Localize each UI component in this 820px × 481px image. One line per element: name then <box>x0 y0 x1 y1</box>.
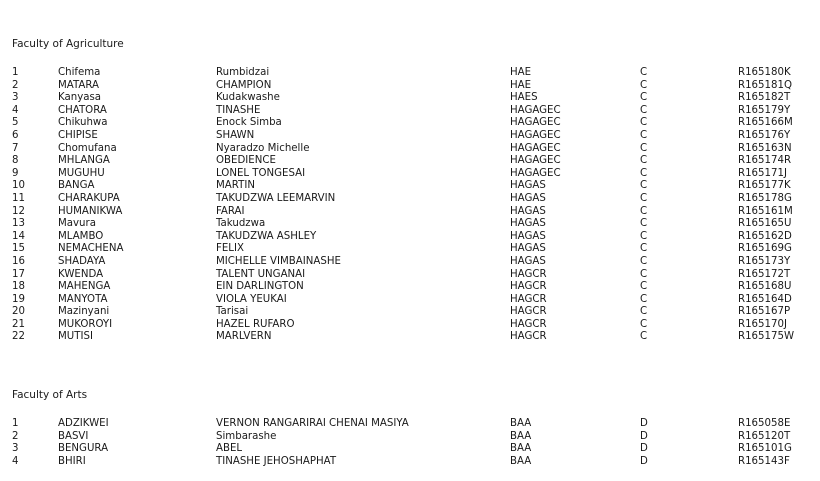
group-code: D <box>640 443 648 455</box>
surname: ADZIKWEI <box>58 418 109 429</box>
student-row <box>0 456 820 469</box>
first-names: Takudzwa <box>216 218 266 230</box>
group-code: C <box>640 281 648 293</box>
programme-code: HAGCR <box>510 306 547 318</box>
reg-number: R165182T <box>738 92 791 104</box>
row-number: 22 <box>12 331 25 343</box>
group-code: C <box>640 155 648 167</box>
surname: CHATORA <box>58 104 107 116</box>
programme-code: HAGCR <box>510 281 547 293</box>
group-code: C <box>640 142 648 154</box>
surname: MAHENGA <box>58 281 111 293</box>
arts-list <box>0 418 820 468</box>
reg-number: R165167P <box>738 306 791 318</box>
student-row <box>0 418 820 431</box>
surname: MUTISI <box>58 331 93 343</box>
row-number: 15 <box>12 243 25 255</box>
programme-code: HAGAS <box>510 180 546 192</box>
surname: Mavura <box>58 218 96 230</box>
student-row <box>0 243 820 256</box>
first-names: Rumbidzai <box>216 67 270 78</box>
surname: Mazinyani <box>58 306 110 318</box>
programme-code: HAGAGEC <box>510 117 561 129</box>
group-code: C <box>640 268 648 280</box>
surname: Kanyasa <box>58 92 102 104</box>
row-number: 17 <box>12 268 25 280</box>
row-number: 4 <box>12 455 19 467</box>
surname: MATARA <box>58 79 100 91</box>
first-names: SHAWN <box>216 129 255 141</box>
first-names: Kudakwashe <box>216 92 280 104</box>
group-code: C <box>640 104 648 116</box>
student-row <box>0 143 820 156</box>
first-names: TAKUDZWA ASHLEY <box>216 230 317 242</box>
surname: BENGURA <box>58 443 109 455</box>
programme-code: HAGAGEC <box>510 155 561 167</box>
row-number: 19 <box>12 293 25 305</box>
reg-number: R165172T <box>738 268 791 280</box>
student-row <box>0 180 820 193</box>
reg-number: R165165U <box>738 218 792 230</box>
surname: MUGUHU <box>58 167 105 179</box>
reg-number: R165168U <box>738 281 792 293</box>
student-row <box>0 294 820 307</box>
reg-number: R165170J <box>738 318 787 330</box>
reg-number: R165166M <box>738 117 793 129</box>
row-number: 9 <box>12 167 19 179</box>
programme-code: HAGAS <box>510 230 546 242</box>
group-code: C <box>640 129 648 141</box>
row-number: 1 <box>12 67 19 78</box>
reg-number: R165180K <box>738 67 791 78</box>
surname: BHIRI <box>58 455 86 467</box>
programme-code: BAA <box>510 418 532 429</box>
group-code: C <box>640 230 648 242</box>
programme-code: HAGAGEC <box>510 129 561 141</box>
row-number: 16 <box>12 255 25 267</box>
group-code: D <box>640 430 648 442</box>
student-row <box>0 431 820 444</box>
group-code: C <box>640 180 648 192</box>
student-row <box>0 155 820 168</box>
first-names: CHAMPION <box>216 79 272 91</box>
student-row <box>0 331 820 344</box>
row-number: 1 <box>12 418 19 429</box>
first-names: Tarisai <box>216 306 249 318</box>
group-code: C <box>640 79 648 91</box>
student-row <box>0 80 820 93</box>
first-names: TINASHE JEHOSHAPHAT <box>216 455 337 467</box>
surname: MHLANGA <box>58 155 110 167</box>
reg-number: R165177K <box>738 180 791 192</box>
row-number: 11 <box>12 192 25 204</box>
reg-number: R165175W <box>738 331 795 343</box>
student-row <box>0 231 820 244</box>
programme-code: HAGCR <box>510 293 547 305</box>
reg-number: R165181Q <box>738 79 792 91</box>
reg-number: R165101G <box>738 443 792 455</box>
first-names: LONEL TONGESAI <box>216 167 306 179</box>
programme-code: BAA <box>510 455 532 467</box>
programme-code: BAA <box>510 430 532 442</box>
row-number: 6 <box>12 129 19 141</box>
student-row <box>0 193 820 206</box>
student-row <box>0 206 820 219</box>
first-names: Simbarashe <box>216 430 277 442</box>
student-row <box>0 306 820 319</box>
programme-code: HAGAGEC <box>510 167 561 179</box>
reg-number: R165169G <box>738 243 792 255</box>
row-number: 4 <box>12 104 19 116</box>
student-row <box>0 443 820 456</box>
reg-number: R165174R <box>738 155 792 167</box>
first-names: TAKUDZWA LEEMARVIN <box>216 192 336 204</box>
reg-number: R165162D <box>738 230 792 242</box>
reg-number: R165179Y <box>738 104 791 116</box>
student-row <box>0 319 820 332</box>
reg-number: R165163N <box>738 142 792 154</box>
group-code: D <box>640 418 648 429</box>
group-code: C <box>640 331 648 343</box>
reg-number: R165171J <box>738 167 787 179</box>
group-code: C <box>640 117 648 129</box>
student-row <box>0 269 820 282</box>
programme-code: HAGCR <box>510 318 547 330</box>
first-names: TINASHE <box>216 104 261 116</box>
student-row <box>0 92 820 105</box>
row-number: 8 <box>12 155 19 167</box>
group-code: C <box>640 293 648 305</box>
first-names: TALENT UNGANAI <box>216 268 306 280</box>
group-code: C <box>640 67 648 78</box>
group-code: C <box>640 218 648 230</box>
first-names: ABEL <box>216 443 243 455</box>
row-number: 20 <box>12 306 25 318</box>
row-number: 18 <box>12 281 25 293</box>
row-number: 10 <box>12 180 25 192</box>
surname: BASVI <box>58 430 89 442</box>
first-names: HAZEL RUFARO <box>216 318 295 330</box>
group-code: C <box>640 92 648 104</box>
first-names: MARTIN <box>216 180 255 192</box>
row-number: 3 <box>12 443 19 455</box>
student-row <box>0 281 820 294</box>
reg-number: R165143F <box>738 455 790 467</box>
programme-code: HAGCR <box>510 268 547 280</box>
programme-code: HAGAS <box>510 192 546 204</box>
first-names: EIN DARLINGTON <box>216 281 304 293</box>
programme-code: HAE <box>510 79 532 91</box>
surname: Chomufana <box>58 142 117 154</box>
surname: NEMACHENA <box>58 243 124 255</box>
row-number: 13 <box>12 218 25 230</box>
section-title-agriculture: Faculty of Agriculture <box>12 38 124 50</box>
reg-number: R165161M <box>738 205 793 217</box>
programme-code: HAGAS <box>510 255 546 267</box>
student-row <box>0 256 820 269</box>
programme-code: HAGCR <box>510 331 547 343</box>
student-row <box>0 168 820 181</box>
row-number: 3 <box>12 92 19 104</box>
group-code: D <box>640 455 648 467</box>
row-number: 21 <box>12 318 25 330</box>
surname: CHARAKUPA <box>58 192 120 204</box>
group-code: C <box>640 192 648 204</box>
group-code: C <box>640 205 648 217</box>
first-names: MICHELLE VIMBAINASHE <box>216 255 341 267</box>
first-names: VIOLA YEUKAI <box>216 293 287 305</box>
reg-number: R165164D <box>738 293 792 305</box>
group-code: C <box>640 306 648 318</box>
programme-code: HAGAGEC <box>510 142 561 154</box>
first-names: Enock Simba <box>216 117 282 129</box>
surname: BANGA <box>58 180 95 192</box>
surname: HUMANIKWA <box>58 205 123 217</box>
first-names: VERNON RANGARIRAI CHENAI MASIYA <box>216 418 409 429</box>
surname: KWENDA <box>58 268 104 280</box>
programme-code: HAGAS <box>510 243 546 255</box>
surname: MLAMBO <box>58 230 104 242</box>
programme-code: BAA <box>510 443 532 455</box>
surname: SHADAYA <box>58 255 106 267</box>
student-row <box>0 117 820 130</box>
group-code: C <box>640 167 648 179</box>
first-names: FARAI <box>216 205 245 217</box>
student-row <box>0 218 820 231</box>
reg-number: R165058E <box>738 418 791 429</box>
surname: Chikuhwa <box>58 117 108 129</box>
reg-number: R165173Y <box>738 255 791 267</box>
reg-number: R165178G <box>738 192 792 204</box>
section-title-arts: Faculty of Arts <box>12 389 88 401</box>
programme-code: HAGAGEC <box>510 104 561 116</box>
reg-number: R165176Y <box>738 129 791 141</box>
student-row <box>0 130 820 143</box>
student-row <box>0 67 820 80</box>
first-names: MARLVERN <box>216 331 272 343</box>
first-names: Nyaradzo Michelle <box>216 142 310 154</box>
first-names: FELIX <box>216 243 244 255</box>
student-row <box>0 105 820 118</box>
programme-code: HAGAS <box>510 218 546 230</box>
surname: CHIPISE <box>58 129 98 141</box>
first-names: OBEDIENCE <box>216 155 276 167</box>
surname: MUKOROYI <box>58 318 113 330</box>
group-code: C <box>640 255 648 267</box>
row-number: 2 <box>12 79 19 91</box>
group-code: C <box>640 243 648 255</box>
programme-code: HAES <box>510 92 538 104</box>
row-number: 7 <box>12 142 19 154</box>
surname: Chifema <box>58 67 101 78</box>
surname: MANYOTA <box>58 293 108 305</box>
programme-code: HAE <box>510 67 532 78</box>
row-number: 14 <box>12 230 25 242</box>
row-number: 2 <box>12 430 19 442</box>
programme-code: HAGAS <box>510 205 546 217</box>
group-code: C <box>640 318 648 330</box>
reg-number: R165120T <box>738 430 791 442</box>
row-number: 12 <box>12 205 25 217</box>
agriculture-list <box>0 67 820 344</box>
row-number: 5 <box>12 117 19 129</box>
